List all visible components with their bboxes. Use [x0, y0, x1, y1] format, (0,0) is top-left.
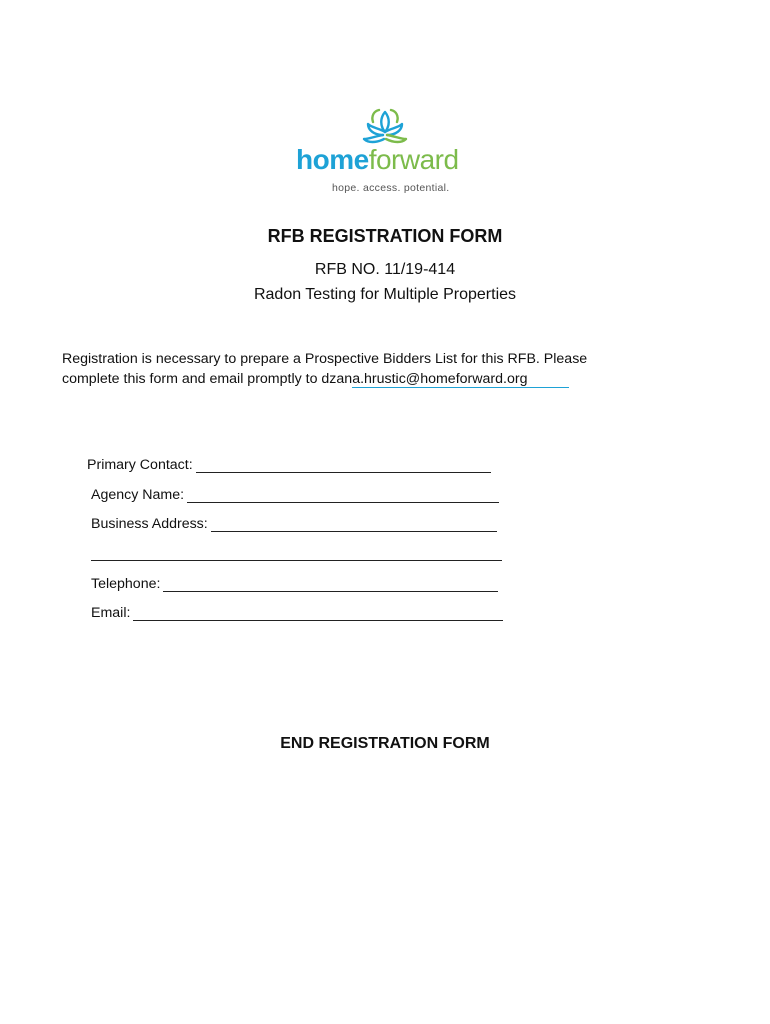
- wordmark-forward: forward: [368, 144, 459, 175]
- lotus-icon: [359, 106, 411, 146]
- rfb-description: Radon Testing for Multiple Properties: [253, 286, 517, 303]
- home-forward-logo: [0, 106, 770, 194]
- primary-contact-blank[interactable]: [196, 458, 491, 473]
- form-title: RFB REGISTRATION FORM: [267, 226, 503, 246]
- email-blank[interactable]: [133, 606, 503, 621]
- intro-paragraph: [62, 349, 587, 389]
- business-address-blank[interactable]: [211, 517, 497, 532]
- business-address-blank-2[interactable]: [91, 546, 502, 561]
- agency-name-blank[interactable]: [187, 488, 499, 503]
- telephone-field[interactable]: [91, 576, 498, 592]
- wordmark-home: home: [296, 144, 369, 175]
- agency-name-field[interactable]: [91, 487, 499, 503]
- business-address-field[interactable]: [91, 516, 497, 532]
- intro-line-1: Registration is necessary to prepare a Prospective Bidders List for this RFB. Please: [62, 351, 588, 367]
- business-address-label: Business Address:: [91, 516, 208, 532]
- rfb-number: RFB NO. 11/19-414: [314, 261, 456, 278]
- end-registration-label: END REGISTRATION FORM: [280, 735, 490, 752]
- logo-wordmark: [296, 146, 459, 174]
- email-link[interactable]: a.hrustic@homeforward.org: [352, 371, 569, 388]
- email-field[interactable]: [91, 605, 503, 621]
- agency-name-label: Agency Name:: [91, 487, 185, 503]
- business-address-line-2[interactable]: [91, 546, 502, 561]
- email-label: Email:: [91, 605, 131, 621]
- primary-contact-field[interactable]: [87, 457, 491, 473]
- telephone-label: Telephone:: [91, 576, 161, 592]
- intro-line-2-text: complete this form and email promptly to dzan: [62, 371, 353, 387]
- primary-contact-label: Primary Contact:: [87, 457, 193, 473]
- telephone-blank[interactable]: [163, 577, 498, 592]
- logo-tagline: hope. access. potential.: [332, 182, 450, 194]
- intro-line-2: [62, 369, 587, 389]
